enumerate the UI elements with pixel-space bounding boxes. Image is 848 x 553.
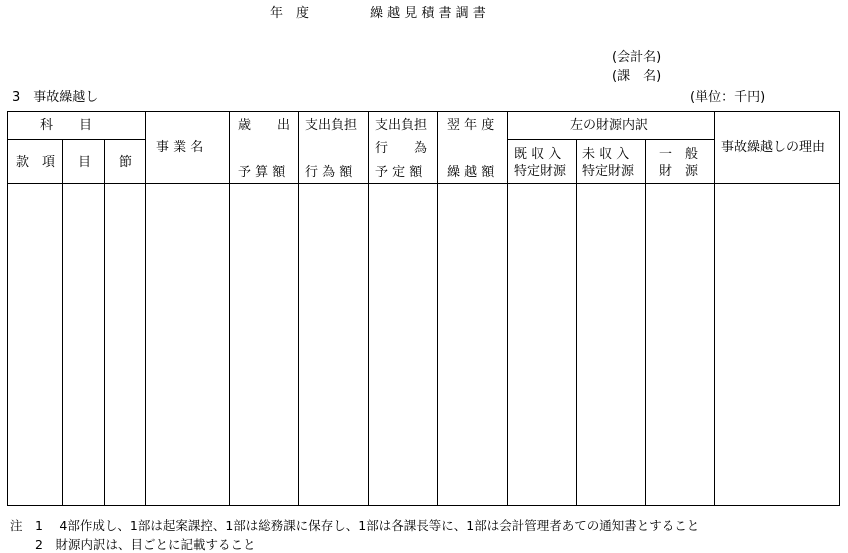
header-project-name: 事 業 名 bbox=[156, 140, 204, 155]
accounting-name-label: (会計名) bbox=[612, 50, 662, 65]
document-title: 繰 越 見 積 書 調 書 bbox=[370, 6, 486, 21]
header-unreceived-top: 未 収 入 bbox=[582, 147, 630, 162]
unit-label: (単位：千円) bbox=[690, 90, 766, 105]
header-planned-top1: 支出負担 bbox=[375, 118, 428, 133]
header-subject: 科 目 bbox=[40, 118, 93, 133]
header-kan: 款 bbox=[16, 155, 30, 170]
header-received-top: 既 収 入 bbox=[514, 147, 562, 162]
header-planned-top2: 行 為 bbox=[375, 141, 428, 156]
header-kou: 項 bbox=[42, 155, 56, 170]
section-heading: 3 事故繰越し bbox=[12, 90, 99, 105]
section-name-label: (課 名) bbox=[612, 69, 662, 84]
header-general-top: 一 般 bbox=[659, 147, 699, 162]
header-reason: 事故繰越しの理由 bbox=[721, 140, 826, 155]
header-next-year-top: 翌 年 度 bbox=[447, 118, 495, 133]
header-funding-breakdown: 左の財源内訳 bbox=[570, 118, 649, 133]
header-unreceived-bottom: 特定財源 bbox=[582, 164, 635, 179]
header-expenditure-top: 歳 出 bbox=[238, 118, 291, 133]
header-planned-bottom: 予 定 額 bbox=[375, 165, 423, 180]
header-next-year-bottom: 繰 越 額 bbox=[447, 165, 495, 180]
header-expenditure-bottom: 予 算 額 bbox=[238, 165, 286, 180]
header-commitment-bottom: 行 為 額 bbox=[305, 165, 353, 180]
note-1: 注 1 4部作成し、1部は起案課控、1部は総務課に保存し、1部は各課長等に、1部は会計管理者あての通知書とすること bbox=[10, 518, 700, 533]
title-year: 年 度 bbox=[270, 6, 310, 21]
header-commitment-top: 支出負担 bbox=[305, 118, 358, 133]
header-moku: 目 bbox=[78, 155, 92, 170]
header-setsu: 節 bbox=[119, 155, 133, 170]
header-received-bottom: 特定財源 bbox=[514, 164, 567, 179]
header-general-bottom: 財 源 bbox=[659, 164, 699, 179]
note-2: 2 財源内訳は、目ごとに記載すること bbox=[10, 537, 256, 552]
